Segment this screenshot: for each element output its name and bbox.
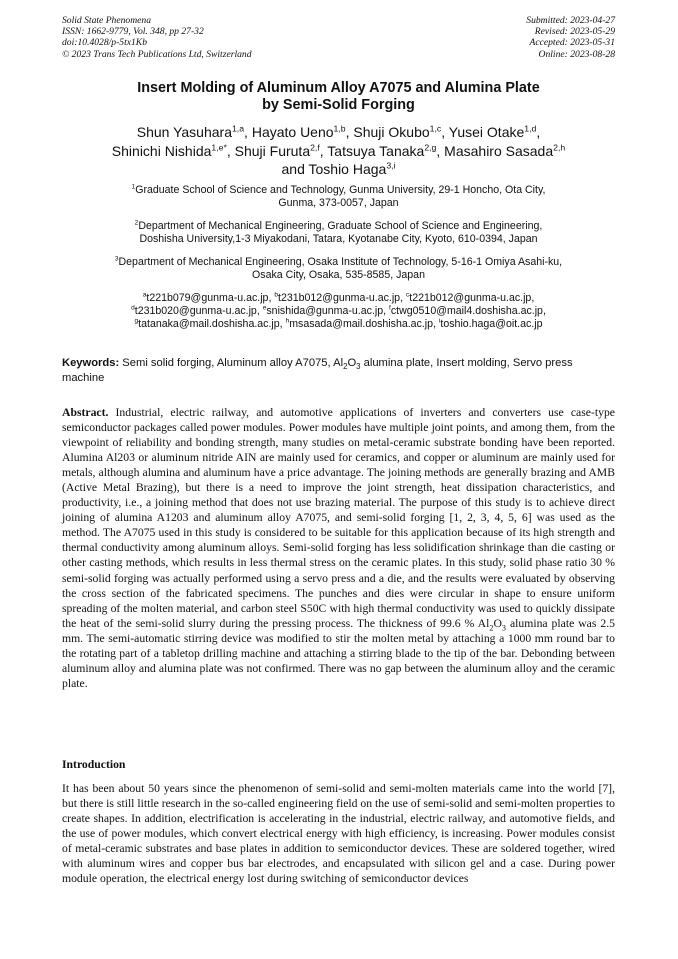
email-address[interactable]: $^g$tatanaka@mail.doshisha.ac.jp [134, 317, 280, 330]
affiliations [62, 184, 615, 292]
affiliation-3: $^3$Department of Mechanical Engineering, Osaka Institute of Technology, 5-16-1 Omiya Asahi-ku, Osaka City, Osaka, 535-8585, Japan [114, 255, 563, 281]
publication-dates [526, 15, 615, 60]
accepted-date: Accepted: 2023-05-31 [529, 37, 615, 49]
author-list: Shun Yasuhara$^{1,a}$, Hayato Ueno$^{1,b}$, Shuji Okubo$^{1,c}$, Yusei Otake$^{1,d}$, Shinichi Nishida$^{1,e*}$, Shuji Furuta$^{2,f}$, Tatsuya Tanaka$^{2,g}$, Masahiro Sasada$^{2,h}$ and Toshio Haga$^{3,i}$ [111, 123, 566, 177]
email-address[interactable]: $^h$msasada@mail.doshisha.ac.jp [285, 317, 434, 330]
email-address[interactable]: $^c$t221b012@gunma-u.ac.jp [405, 291, 532, 304]
email-address[interactable]: $^f$ctwg0510@mail4.doshisha.ac.jp [389, 304, 543, 317]
abstract-label: Abstract. [62, 406, 109, 419]
email-address[interactable]: $^i$toshio.haga@oit.ac.jp [438, 317, 543, 330]
email-address[interactable]: $^e$snishida@gunma-u.ac.jp [262, 304, 384, 317]
email-address[interactable]: $^a$t221b079@gunma-u.ac.jp [142, 291, 269, 304]
journal-info [62, 15, 252, 60]
author: Hayato Ueno$^{1,b}$ [251, 123, 346, 140]
title-line-2: by Semi-Solid Forging [262, 97, 415, 113]
keywords: Keywords: Semi solid forging, Aluminum alloy A7075, $Al_2O_3$ alumina plate, Insert molding, Servo press machine [62, 357, 573, 384]
doi[interactable]: doi:10.4028/p-5tx1Kb [62, 37, 148, 49]
title-line-1: Insert Molding of Aluminum Alloy A7075 and Alumina Plate [137, 80, 540, 96]
paper-title [62, 80, 615, 114]
author: Shun Yasuhara$^{1,a}$ [136, 123, 245, 140]
email-address[interactable]: $^d$t231b020@gunma-u.ac.jp [131, 304, 257, 317]
email-address[interactable]: $^b$t231b012@gunma-u.ac.jp [274, 291, 401, 304]
author: Shinichi Nishida$^{1,e*}$ [111, 141, 227, 159]
affiliation-1: $^1$Graduate School of Science and Technology, Gunma University, 29-1 Honcho, Ota City, Gunma, 373-0057, Japan [131, 183, 546, 209]
issn-volume: ISSN: 1662-9779, Vol. 348, pp 27-32 [62, 26, 204, 38]
author: Shuji Furuta$^{2,f}$ [234, 141, 320, 159]
email-list: $^a$t221b079@gunma-u.ac.jp, $^b$t231b012@gunma-u.ac.jp, $^c$t221b012@gunma-u.ac.jp, $^d$t231b020@gunma-u.ac.jp, $^e$snishida@gunma-u.ac.jp, $^f$ctwg0510@mail4.doshisha.ac.jp, $^g$tatanaka@mail.doshisha.ac.jp, $^h$msasada@mail.doshisha.ac.jp, $^i$toshio.haga@oit.ac.jp [131, 291, 546, 330]
submitted-date: Submitted: 2023-04-27 [526, 15, 615, 26]
author: Masahiro Sasada$^{2,h}$ [444, 141, 566, 159]
affiliation-2: $^2$Department of Mechanical Engineering, Graduate School of Science and Engineering, Doshisha University,1-3 Miyakodani, Tatara, Kyotanabe City, Kyoto, 610-0394, Japan [134, 219, 543, 245]
online-date: Online: 2023-08-28 [538, 48, 615, 60]
copyright: © 2023 Trans Tech Publications Ltd, Switzerland [62, 48, 252, 60]
abstract: Abstract. Industrial, electric railway, and automotive applications of inverters and converters use case-type semiconductor packages called power modules. Power modules have multiple joint points, and among them, from the viewpoint of reliability and bonding strength, many studies on metal-ceramic substrate bonding have been reported. Alumina Al203 or aluminum nitride AIN are mainly used for ceramics, and copper or aluminum are mainly used for metals, although alumina and aluminum have a price advantage. The joining methods are generally brazing and AMB (Active Metal Brazing), but there is a need to improve the joint strength, heat dissipation characteristics, and productivity, i.e., a joining method that does not use brazing material. The purpose of this study is to achieve direct joining of alumina A1203 and aluminum alloy A7075, and semi-solid forging [1, 2, 3, 4, 5, 6] was used as the method. The A7075 used in this study is considered to be suitable for this application because of its high strength and thermal conductivity among aluminum alloys. Semi-solid forging has less solidification shrinkage than die casting or other casting methods, which results in less thermal stress on the ceramic plates. In this study, solid phase ratio 30 % semi-solid forging was actually performed using a servo press and a die, and the results were evaluated by observing the cross section of the fabricated specimens. The punches and dies were circular in shape to ensure uniform spreading of the molten material, and carbon steel S50C with high thermal conductivity was used to quickly dissipate the heat of the semi-solid slurry during the pressing process. The thickness of 99.6 % $Al_2O_3$ alumina plate was 2.5 mm. The semi-automatic stirring device was modified to stir the molten metal by attaching a 1000 mm round bar to the rotating part of a tabletop drilling machine and attaching a stirring blade to the tip of the bar. Debonding between aluminum alloy and alumina plate was not confirmed. There was no gap between the aluminum alloy and the ceramic plate. [62, 406, 615, 690]
keywords-label: Keywords: [62, 357, 120, 369]
author: Tatsuya Tanaka$^{2,g}$ [327, 141, 437, 159]
revised-date: Revised: 2023-05-29 [534, 26, 615, 38]
author: Shuji Okubo$^{1,c}$ [353, 123, 442, 140]
journal-name: Solid State Phenomena [62, 15, 151, 26]
introduction-heading: Introduction [62, 758, 126, 771]
author: Toshio Haga$^{3,i}$ [308, 160, 396, 177]
introduction-text: It has been about 50 years since the phenomenon of semi-solid and semi-molten materials came into the world [7], but there is still little research in the so-called engineering field on the use of semi-solid and semi-molten properties to create shapes. In addition, electrification is accelerating in the industrial, electric railway, and automotive fields, and the use of power modules, which convert electrical energy with high efficiency, is increasing. Power modules consist of metal-ceramic substrates and base plates in addition to semiconductor devices. These are soldered together, wired with aluminum wires and copper bus bar electrodes, and encapsulated with silicon gel and a case. During power module operation, the electrical energy lost during switching of semiconductor devices [62, 782, 615, 886]
author: Yusei Otake$^{1,d}$ [448, 123, 537, 140]
